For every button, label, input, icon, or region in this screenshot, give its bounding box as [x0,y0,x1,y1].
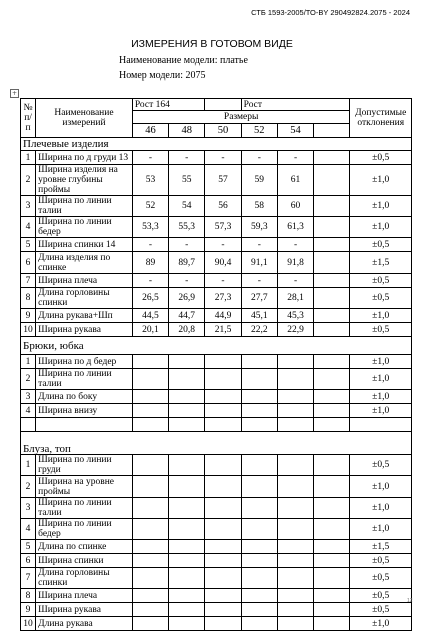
size-value: - [277,274,313,288]
size-value: 21,5 [205,323,241,337]
model-name: Наименование модели: платье [119,55,248,66]
size-value: 45,1 [241,309,277,323]
size-value [205,390,241,404]
size-value [132,404,168,418]
size-value [241,390,277,404]
size-value [169,568,205,589]
size-value [241,589,277,603]
row-number: 2 [21,165,36,196]
size-value: 89 [132,252,168,274]
size-value [277,589,313,603]
table-row [21,568,412,589]
tolerance-value: ±1,0 [350,404,412,418]
measurement-name: Ширина спинки 14 [36,238,133,252]
size-value [132,617,168,631]
tolerance-value: ±0,5 [350,274,412,288]
size-value-empty [314,568,350,589]
row-number: 8 [21,288,36,309]
table-row [21,476,412,498]
size-value: - [277,238,313,252]
size-value [132,603,168,617]
tolerance-value: ±1,0 [350,476,412,498]
size-value [205,355,241,369]
size-value: - [205,238,241,252]
row-number: 2 [21,369,36,390]
size-value [241,355,277,369]
size-value [277,603,313,617]
measurement-name: Ширина спинки [36,554,133,568]
table-row [21,617,412,631]
tolerance-value: ±1,0 [350,498,412,519]
size-value [132,418,168,432]
size-value [205,418,241,432]
size-value-empty [314,554,350,568]
size-value: 44,7 [169,309,205,323]
row-number: 7 [21,568,36,589]
measurement-name: Ширина рукава [36,323,133,337]
tolerance-value: ±0,5 [350,568,412,589]
move-handle-icon[interactable]: + [11,90,18,97]
size-value [132,369,168,390]
model-number: Номер модели: 2075 [119,70,206,81]
size-value [205,476,241,498]
row-number: 1 [21,455,36,476]
size-value: - [241,274,277,288]
measurement-name: Ширина по линии талии [36,498,133,519]
size-value-empty [314,540,350,554]
size-value-empty [314,323,350,337]
tolerance-value: ±0,5 [350,238,412,252]
size-value: 20,1 [132,323,168,337]
size-value [277,568,313,589]
table-row [21,404,412,418]
size-value [241,476,277,498]
row-number: 8 [21,589,36,603]
size-value [132,540,168,554]
size-value: 55 [169,165,205,196]
size-value-empty [314,589,350,603]
measurement-name: Ширина по д бедер [36,355,133,369]
table-row [21,519,412,540]
row-number: 4 [21,404,36,418]
table-row [21,252,412,274]
measurement-name: Ширина рукава [36,603,133,617]
measurement-name: Ширина по линии бедер [36,519,133,540]
size-value [205,404,241,418]
size-value: 89,7 [169,252,205,274]
size-value-empty [314,418,350,432]
table-row [21,217,412,238]
size-value [241,568,277,589]
size-value: 55,3 [169,217,205,238]
row-number: 1 [21,151,36,165]
measurement-name: Ширина на уровне проймы [36,476,133,498]
size-value: 27,7 [241,288,277,309]
size-value [241,369,277,390]
size-value: 26,5 [132,288,168,309]
size-value-empty [314,355,350,369]
size-value [205,369,241,390]
size-value [132,455,168,476]
tolerance-value: ±1,0 [350,519,412,540]
table-row [21,498,412,519]
table-row [21,369,412,390]
size-value: 26,9 [169,288,205,309]
size-value: 20,8 [169,323,205,337]
size-value [241,554,277,568]
document-code: СТБ 1593-2005/ТО-BY 290492824.2075 - 2024 [251,8,410,17]
measurement-name: Ширина плеча [36,589,133,603]
measurement-name: Длина рукава [36,617,133,631]
size-value [169,540,205,554]
table-row [21,355,412,369]
size-value-empty [314,390,350,404]
measurement-name: Длина горловины спинки [36,568,133,589]
size-value-empty [314,309,350,323]
size-value [205,540,241,554]
tolerance-value: ±0,5 [350,554,412,568]
size-value-empty [314,238,350,252]
tolerance-value: ±1,0 [350,355,412,369]
size-value-empty [314,165,350,196]
size-header: 52 [241,124,277,138]
table-row [21,603,412,617]
size-header: 48 [169,124,205,138]
size-value [277,554,313,568]
size-value [169,355,205,369]
size-value: 45,3 [277,309,313,323]
size-value [277,390,313,404]
size-value [132,498,168,519]
tolerance-value: ±0,5 [350,603,412,617]
table-row [21,274,412,288]
size-value [277,418,313,432]
table-row [21,390,412,404]
size-value [169,455,205,476]
col-tolerance-header: Допустимые отклонения [350,99,412,138]
page-title: ИЗМЕРЕНИЯ В ГОТОВОМ ВИДЕ [131,38,293,50]
tolerance-value: ±1,0 [350,369,412,390]
size-value [132,568,168,589]
section-row [21,337,412,355]
table-row [21,165,412,196]
size-value-empty [314,274,350,288]
row-number: 4 [21,519,36,540]
size-value [241,498,277,519]
size-value [132,554,168,568]
tolerance-value [350,418,412,432]
size-value-empty [314,519,350,540]
size-value [169,418,205,432]
size-value [205,617,241,631]
size-value [277,369,313,390]
measurement-name: Ширина внизу [36,404,133,418]
size-value [241,603,277,617]
height-label: Рост [241,99,350,111]
measurement-name: Ширина изделия на уровне глубины проймы [36,165,133,196]
size-value: 60 [277,196,313,217]
size-value [169,390,205,404]
size-value: - [277,151,313,165]
size-value: 44,5 [132,309,168,323]
size-value [205,455,241,476]
size-value [205,603,241,617]
size-value [205,519,241,540]
size-header: 50 [205,124,241,138]
size-value: 59 [241,165,277,196]
size-value: 91,1 [241,252,277,274]
size-header: 54 [277,124,313,138]
height-empty-cell [205,99,241,111]
table-row [21,589,412,603]
row-number: 7 [21,274,36,288]
size-value [277,476,313,498]
size-value [132,589,168,603]
row-number: 3 [21,498,36,519]
size-value: 22,9 [277,323,313,337]
size-value: - [241,151,277,165]
size-value-empty [314,404,350,418]
table-row [21,238,412,252]
row-number: 5 [21,540,36,554]
row-number: 3 [21,196,36,217]
measurement-name: Длина изделия по спинке [36,252,133,274]
height-label-164: Рост 164 [132,99,205,111]
table-row [21,196,412,217]
tolerance-value: ±1,0 [350,196,412,217]
size-value [277,355,313,369]
row-number [21,418,36,432]
tolerance-value: ±0,5 [350,455,412,476]
table-row [21,288,412,309]
size-value: - [241,238,277,252]
size-value [241,519,277,540]
size-value: 57,3 [205,217,241,238]
size-value: 61 [277,165,313,196]
section-title: Блуза, топ [21,432,412,455]
tolerance-value: ±1,0 [350,390,412,404]
size-value [277,404,313,418]
row-number: 10 [21,323,36,337]
tolerance-value: ±1,0 [350,617,412,631]
size-value: 58 [241,196,277,217]
size-value: 59,3 [241,217,277,238]
size-value [169,603,205,617]
size-value: 44,9 [205,309,241,323]
size-value-empty [314,252,350,274]
size-value: 61,3 [277,217,313,238]
size-value [169,498,205,519]
row-number: 9 [21,603,36,617]
measurement-name: Ширина плеча [36,274,133,288]
size-value [132,355,168,369]
size-header: 46 [132,124,168,138]
size-value: - [205,274,241,288]
size-value [277,540,313,554]
page-number-mark: 12 [407,598,413,604]
row-number: 3 [21,390,36,404]
size-value [169,554,205,568]
size-value: - [205,151,241,165]
measurement-name: Длина рукава+Шп [36,309,133,323]
size-value-empty [314,476,350,498]
size-value-empty [314,617,350,631]
section-row [21,432,412,455]
size-value: - [169,151,205,165]
size-value: - [132,238,168,252]
size-value [241,404,277,418]
tolerance-value: ±1,5 [350,252,412,274]
size-value [205,498,241,519]
size-value [205,589,241,603]
size-value: 53 [132,165,168,196]
size-value: - [169,238,205,252]
tolerance-value: ±1,0 [350,217,412,238]
measurement-name: Ширина по д груди 13 [36,151,133,165]
col-name-header: Наименование измерений [36,99,133,138]
size-value: 90,4 [205,252,241,274]
table-row [21,554,412,568]
section-title: Плечевые изделия [21,138,412,151]
size-header-empty [314,124,350,138]
size-value: 27,3 [205,288,241,309]
size-value: 53,3 [132,217,168,238]
size-value-empty [314,196,350,217]
sizes-label: Размеры [132,111,350,124]
tolerance-value: ±1,0 [350,165,412,196]
size-value-empty [314,603,350,617]
size-value [205,554,241,568]
table-row [21,540,412,554]
size-value [132,390,168,404]
col-number-header: № п/ п [21,99,36,138]
size-value [277,617,313,631]
measurement-name: Длина по спинке [36,540,133,554]
measurement-name [36,418,133,432]
size-value [169,369,205,390]
table-row [21,418,412,432]
size-value: 56 [205,196,241,217]
tolerance-value: ±0,5 [350,151,412,165]
section-title: Брюки, юбка [21,337,412,355]
size-value-empty [314,369,350,390]
measurement-name: Ширина по линии бедер [36,217,133,238]
size-value [241,455,277,476]
row-number: 4 [21,217,36,238]
size-value: 91,8 [277,252,313,274]
size-value: 28,1 [277,288,313,309]
measurements-table [20,98,412,631]
table-row [21,151,412,165]
measurement-name: Ширина по линии талии [36,196,133,217]
size-value: 54 [169,196,205,217]
size-value-empty [314,498,350,519]
tolerance-value: ±1,5 [350,540,412,554]
size-value-empty [314,455,350,476]
row-number: 5 [21,238,36,252]
measurement-name: Ширина по линии груди [36,455,133,476]
row-number: 6 [21,252,36,274]
size-value [241,418,277,432]
tolerance-value: ±0,5 [350,323,412,337]
size-value [169,519,205,540]
tolerance-value: ±0,5 [350,288,412,309]
table-row [21,323,412,337]
size-value: 22,2 [241,323,277,337]
measurements-table-body [21,99,412,631]
size-value-empty [314,288,350,309]
section-row [21,138,412,151]
table-row [21,455,412,476]
measurement-name: Ширина по линии талии [36,369,133,390]
table-row [21,309,412,323]
size-value: - [169,274,205,288]
size-value [241,617,277,631]
tolerance-value: ±0,5 [350,589,412,603]
size-value-empty [314,151,350,165]
table-header-row [21,99,412,111]
size-value [277,519,313,540]
size-value: - [132,151,168,165]
size-value [205,568,241,589]
size-value [277,498,313,519]
row-number: 10 [21,617,36,631]
size-value: 52 [132,196,168,217]
size-value [241,540,277,554]
size-value: - [132,274,168,288]
size-value [169,404,205,418]
row-number: 1 [21,355,36,369]
size-value [169,476,205,498]
tolerance-value: ±1,0 [350,309,412,323]
row-number: 2 [21,476,36,498]
size-value [277,455,313,476]
size-value [132,476,168,498]
row-number: 9 [21,309,36,323]
measurement-name: Длина по боку [36,390,133,404]
size-value: 57 [205,165,241,196]
measurement-name: Длина горловины спинки [36,288,133,309]
row-number: 6 [21,554,36,568]
size-value [169,589,205,603]
size-value [169,617,205,631]
size-value-empty [314,217,350,238]
size-value [132,519,168,540]
